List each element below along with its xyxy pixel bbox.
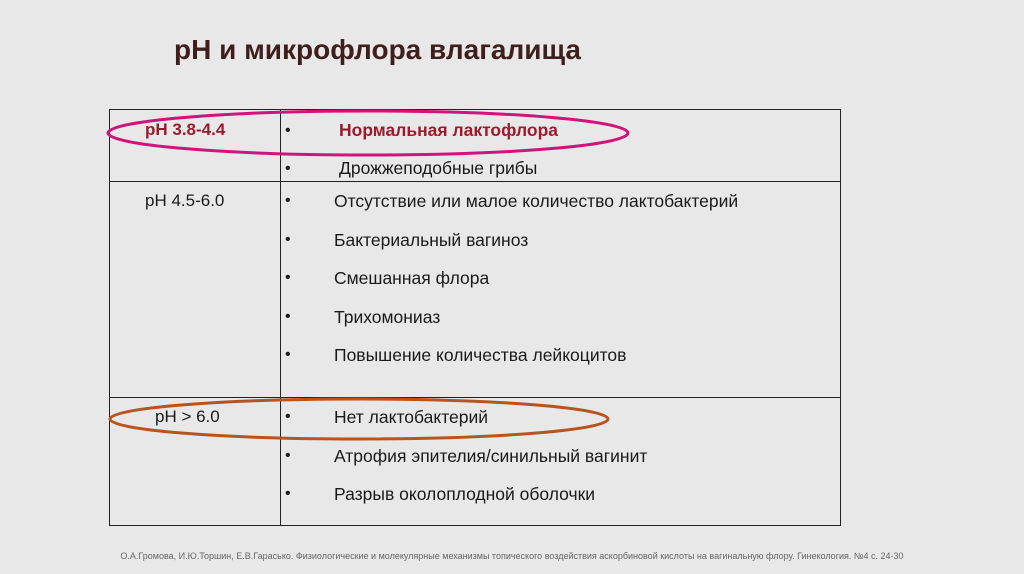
bullet-icon: •	[285, 485, 291, 502]
list-item: Нормальная лактофлора	[339, 120, 558, 140]
ph-range-mid: pH 4.5-6.0	[145, 191, 225, 210]
list-item: Повышение количества лейкоцитов	[334, 345, 627, 365]
list-item: Атрофия эпителия/синильный вагинит	[334, 446, 648, 466]
bullet-icon: •	[285, 346, 291, 363]
list-item: Нет лактобактерий	[334, 407, 489, 427]
ph-range-high: pH > 6.0	[155, 407, 220, 426]
list-item: Трихомониаз	[334, 307, 441, 327]
row-divider	[110, 397, 840, 398]
bullet-icon: •	[285, 122, 291, 139]
bullet-icon: •	[285, 231, 291, 248]
bullet-icon: •	[285, 308, 291, 325]
list-item: Разрыв околоплодной оболочки	[334, 484, 596, 504]
list-item: Отсутствие или малое количество лактобактерий	[334, 191, 739, 211]
bullet-icon: •	[285, 447, 291, 464]
page-title: pH и микрофлора влагалища	[174, 34, 581, 65]
row-divider	[110, 181, 840, 182]
bullet-icon: •	[285, 160, 291, 177]
ph-table	[109, 109, 841, 526]
list-item: Смешанная флора	[334, 268, 490, 288]
footer-citation: О.А.Громова, И.Ю.Торшин, Е.В.Гарасько. Физиологические и молекулярные механизмы топического воздействия аскорбиновой кислоты на вагинальную флору. Гинекология. №4 с. 24-30	[120, 551, 904, 561]
bullet-icon: •	[285, 192, 291, 209]
bullet-icon: •	[285, 269, 291, 286]
ph-range-normal: pH 3.8-4.4	[145, 120, 226, 139]
list-item: Дрожжеподобные грибы	[339, 158, 538, 178]
bullet-icon: •	[285, 408, 291, 425]
column-divider	[280, 110, 281, 525]
list-item: Бактериальный вагиноз	[334, 230, 529, 250]
